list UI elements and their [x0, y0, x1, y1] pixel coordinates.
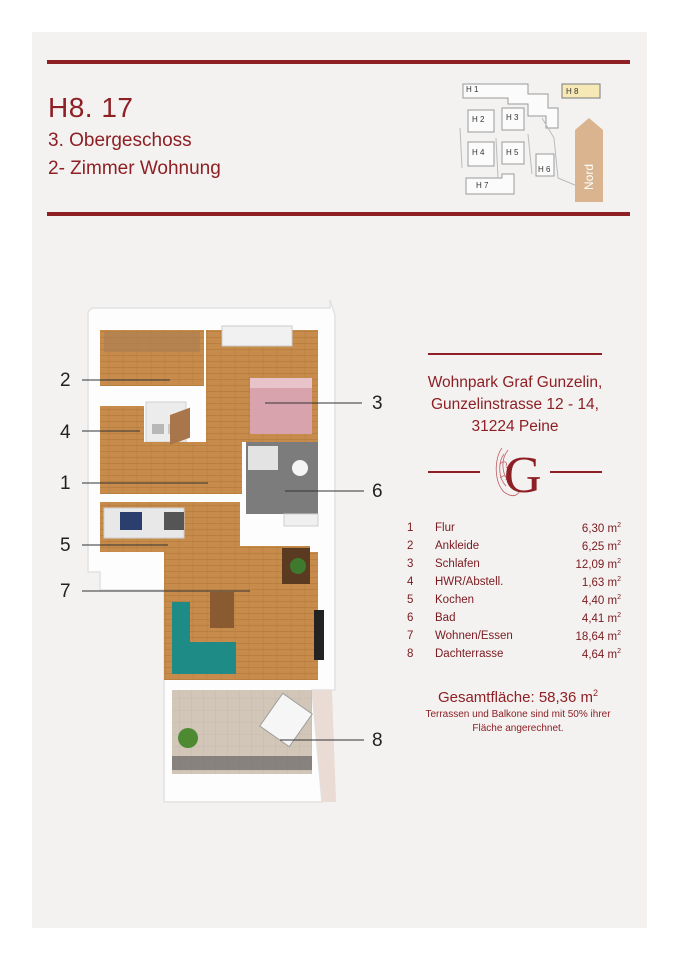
- room-row-6: [407, 612, 621, 628]
- room-area: 18,64 $m^2$: [575, 630, 621, 643]
- address-line-2: Gunzelinstrasse 12 - 14,: [430, 396, 599, 413]
- room-row-4: [407, 576, 621, 592]
- site-label-h2: H 2: [472, 115, 485, 124]
- floor-plan: [60, 290, 400, 810]
- room-7-wohnen-essen: [164, 546, 324, 680]
- room-name: Bad: [435, 612, 456, 624]
- room-name: Schlafen: [435, 558, 480, 570]
- room-name: Kochen: [435, 594, 475, 606]
- unit-title: H8. 17: [48, 92, 134, 123]
- total-note-line-1: Terrassen und Balkone sind mit 50% ihrer: [425, 709, 611, 720]
- room-area: 4,41 $m^2$: [581, 612, 621, 625]
- room-name: Ankleide: [435, 540, 480, 552]
- site-plan: [458, 78, 608, 206]
- room-number: 3: [407, 558, 414, 570]
- logo-rule-right: [550, 471, 602, 473]
- room-3-schlafen: [206, 326, 318, 442]
- room-name: HWR/Abstell.: [435, 576, 504, 588]
- room-number: 1: [407, 522, 414, 534]
- callout-1: 1: [60, 473, 71, 494]
- callout-6: 6: [372, 481, 383, 502]
- room-row-8: [407, 648, 621, 664]
- room-number: 6: [407, 612, 414, 624]
- room-row-5: [407, 594, 621, 610]
- site-label-h4: H 4: [472, 148, 485, 157]
- logo-letter: G: [504, 447, 542, 502]
- header-bottom-rule: [47, 212, 630, 216]
- room-number: 8: [407, 648, 414, 660]
- address-top-rule: [428, 353, 602, 355]
- room-area: 1,63 $m^2$: [581, 576, 621, 589]
- logo-rule-left: [428, 471, 480, 473]
- site-label-h1: H 1: [466, 85, 479, 94]
- brand-logo: [486, 438, 546, 502]
- room-area: 4,64 $m^2$: [581, 648, 621, 661]
- callout-5: 5: [60, 535, 71, 556]
- callout-4: 4: [60, 422, 71, 443]
- room-6-bad: [246, 442, 318, 526]
- total-area: Gesamtfläche: 58,36 $m^2$: [437, 688, 599, 706]
- room-number: 5: [407, 594, 414, 606]
- total-note-line-2: Fläche angerechnet.: [472, 723, 564, 734]
- site-label-h7: H 7: [476, 181, 489, 190]
- site-label-h3: H 3: [506, 113, 519, 122]
- room-area: 6,30 $m^2$: [581, 522, 621, 535]
- floor-label: 3. Obergeschoss: [48, 130, 192, 151]
- callout-2: 2: [60, 370, 71, 391]
- site-label-h8: H 8: [566, 87, 579, 96]
- callout-8: 8: [372, 730, 383, 751]
- room-number: 2: [407, 540, 414, 552]
- room-name: Dachterrasse: [435, 648, 504, 660]
- site-label-h5: H 5: [506, 148, 519, 157]
- site-label-h6: H 6: [538, 165, 551, 174]
- room-row-1: [407, 522, 621, 538]
- room-2-ankleide: [100, 330, 204, 386]
- room-name: Wohnen/Essen: [435, 630, 513, 642]
- room-row-2: [407, 540, 621, 556]
- room-row-3: [407, 558, 621, 574]
- address-line-3: 31224 Peine: [471, 418, 559, 435]
- room-area: 12,09 $m^2$: [575, 558, 621, 571]
- room-number: 7: [407, 630, 414, 642]
- apartment-type: 2- Zimmer Wohnung: [48, 158, 221, 179]
- north-indicator: [575, 118, 603, 202]
- top-rule: [47, 60, 630, 64]
- room-area: 4,40 $m^2$: [581, 594, 621, 607]
- room-number: 4: [407, 576, 414, 588]
- callout-3: 3: [372, 393, 383, 414]
- address-line-1: Wohnpark Graf Gunzelin,: [427, 374, 603, 391]
- room-name: Flur: [435, 522, 455, 534]
- callout-7: 7: [60, 581, 71, 602]
- room-row-7: [407, 630, 621, 646]
- north-label: Nord: [582, 163, 596, 190]
- room-area: 6,25 $m^2$: [581, 540, 621, 553]
